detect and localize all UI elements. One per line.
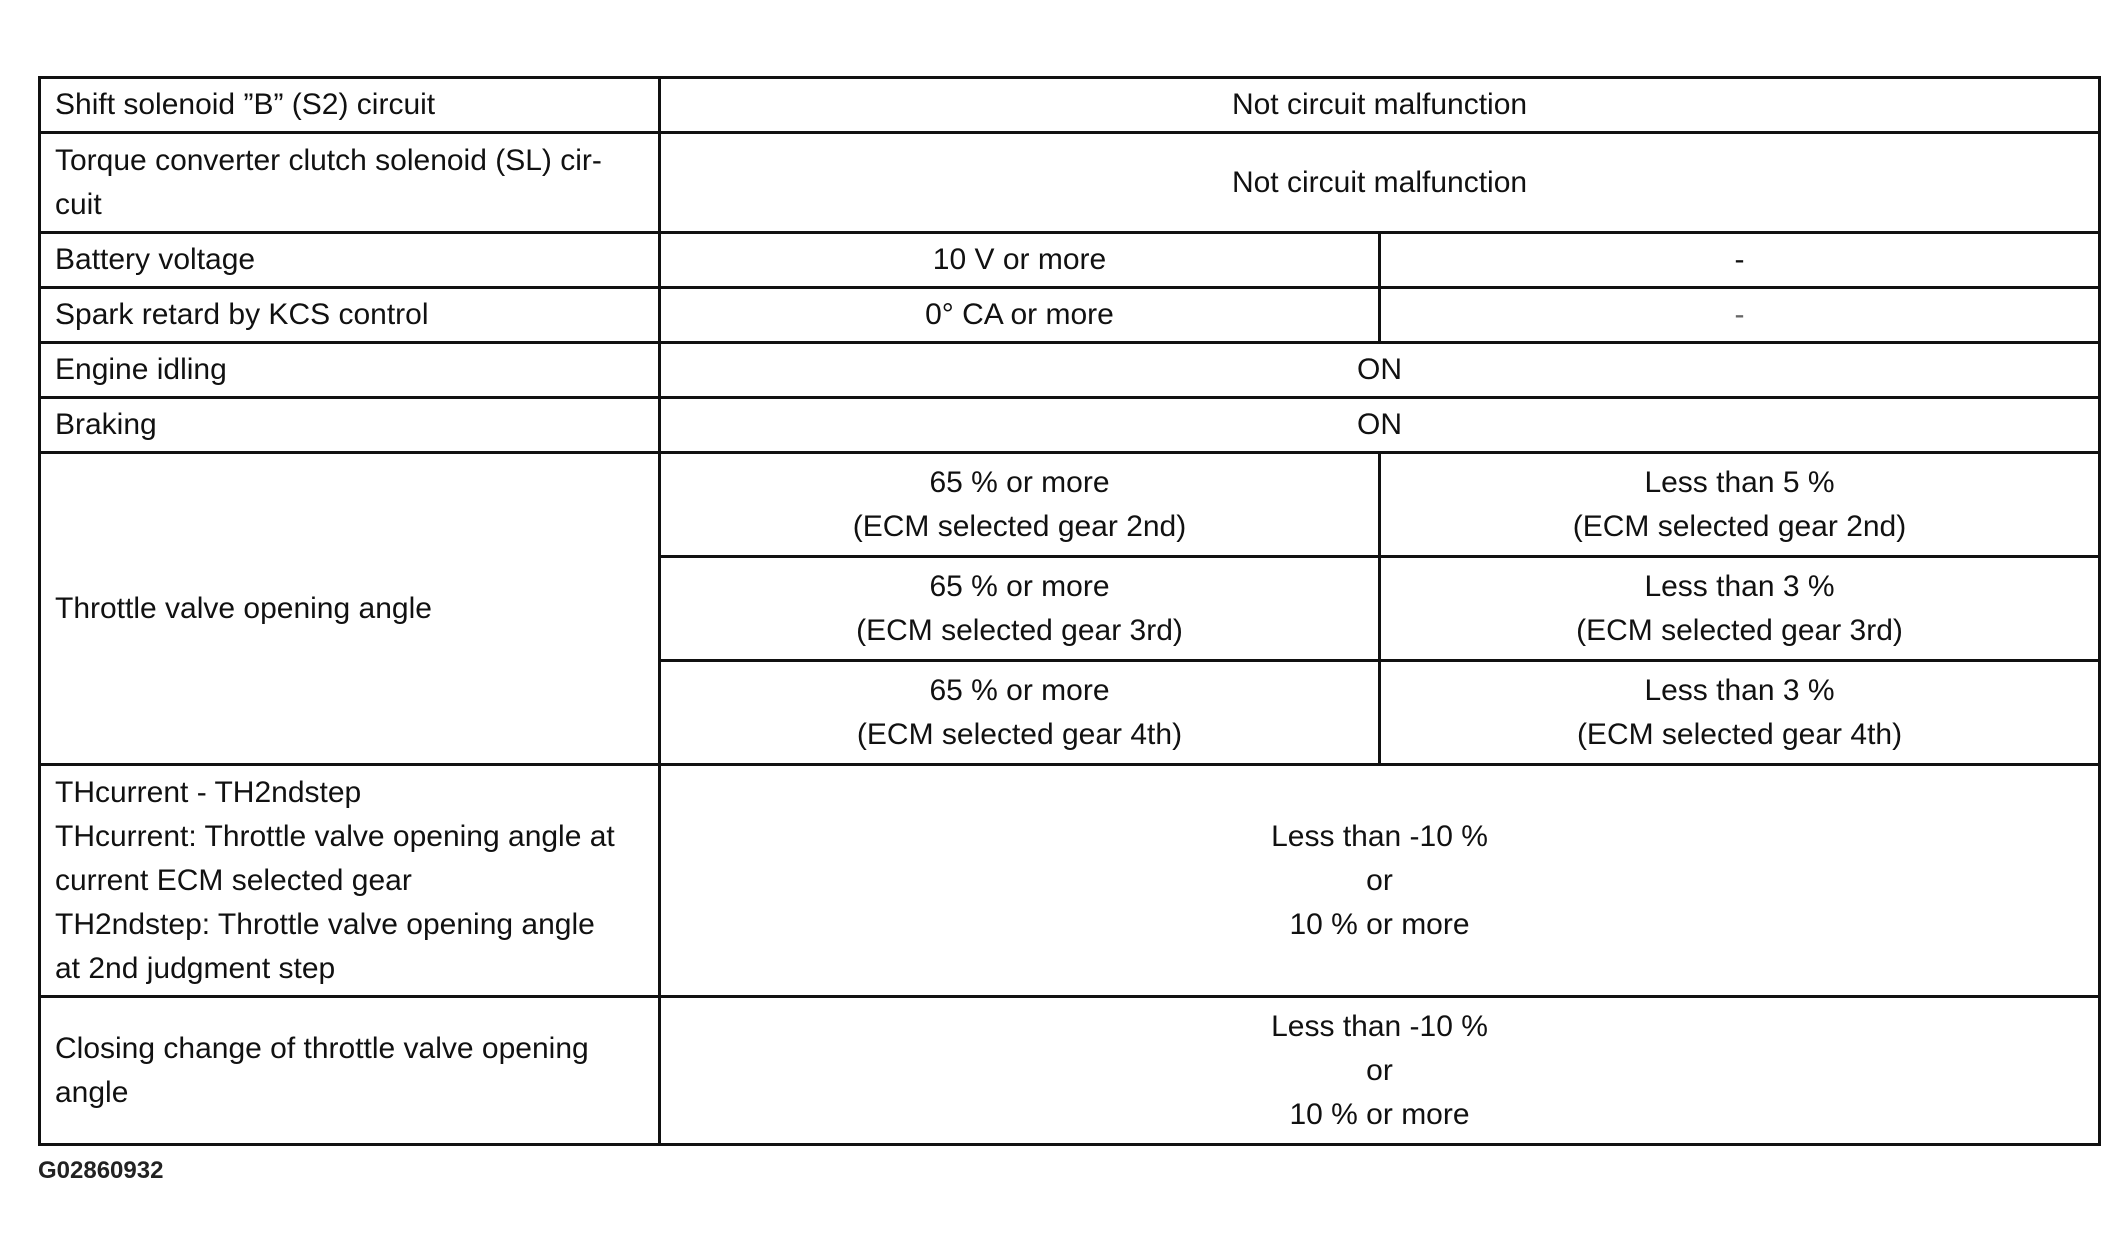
value-line: or [1366,863,1393,897]
label-line: cuit [55,187,102,221]
row-value: Not circuit malfunction [660,133,2100,233]
figure-id: G02860932 [38,1157,164,1184]
row-label: Throttle valve opening angle [40,453,660,765]
row-value-left: 10 V or more [660,233,1380,288]
row-value: ON [660,398,2100,453]
table-row [40,453,2100,557]
value-line: 65 % or more [929,465,1110,499]
row-label: Engine idling [40,343,660,398]
value-line: (ECM selected gear 3rd) [856,613,1183,647]
table-row [40,997,2100,1145]
row-value-left [660,661,1380,765]
value-line: Less than 3 % [1644,673,1835,707]
spec-table [38,76,2101,1146]
value-line: Less than 5 % [1644,465,1835,499]
row-value-right [1380,453,2100,557]
value-line: (ECM selected gear 4th) [856,717,1183,751]
value-line: (ECM selected gear 3rd) [1576,613,1903,647]
row-value-right: - [1380,288,2100,343]
row-label [40,133,660,233]
value-line: Less than -10 % [1271,819,1488,853]
table-row [40,133,2100,233]
label-line: THcurrent: Throttle valve opening angle at [55,819,615,853]
table-row [40,288,2100,343]
value-line: Less than -10 % [1271,1009,1488,1043]
label-line: angle [55,1075,129,1109]
label-line: TH2ndstep: Throttle valve opening angle [55,907,595,941]
row-label: Shift solenoid ”B” (S2) circuit [40,78,660,133]
label-line: Torque converter clutch solenoid (SL) cir- [55,143,602,177]
table-row [40,78,2100,133]
value-line: (ECM selected gear 2nd) [852,509,1187,543]
row-label: Battery voltage [40,233,660,288]
row-value: Not circuit malfunction [660,78,2100,133]
row-label: Spark retard by KCS control [40,288,660,343]
table-row [40,765,2100,997]
value-line: (ECM selected gear 2nd) [1572,509,1907,543]
value-line: 65 % or more [929,673,1110,707]
row-value-left [660,453,1380,557]
value-line: (ECM selected gear 4th) [1576,717,1903,751]
row-label: Braking [40,398,660,453]
label-line: at 2nd judgment step [55,951,336,985]
value-line: 10 % or more [1289,907,1470,941]
label-line: THcurrent - TH2ndstep [55,775,362,809]
row-value [660,765,2100,997]
row-value: ON [660,343,2100,398]
row-value-right [1380,557,2100,661]
value-line: or [1366,1053,1393,1087]
row-value-left: 0° CA or more [660,288,1380,343]
row-label [40,997,660,1145]
label-line: current ECM selected gear [55,863,412,897]
row-label [40,765,660,997]
table-row [40,398,2100,453]
table-row [40,233,2100,288]
value-line: Less than 3 % [1644,569,1835,603]
row-value-left [660,557,1380,661]
value-line: 10 % or more [1289,1097,1470,1131]
row-value [660,997,2100,1145]
row-value-right: - [1380,233,2100,288]
table-row [40,343,2100,398]
value-line: 65 % or more [929,569,1110,603]
row-value-right [1380,661,2100,765]
label-line: Closing change of throttle valve opening [55,1031,589,1065]
